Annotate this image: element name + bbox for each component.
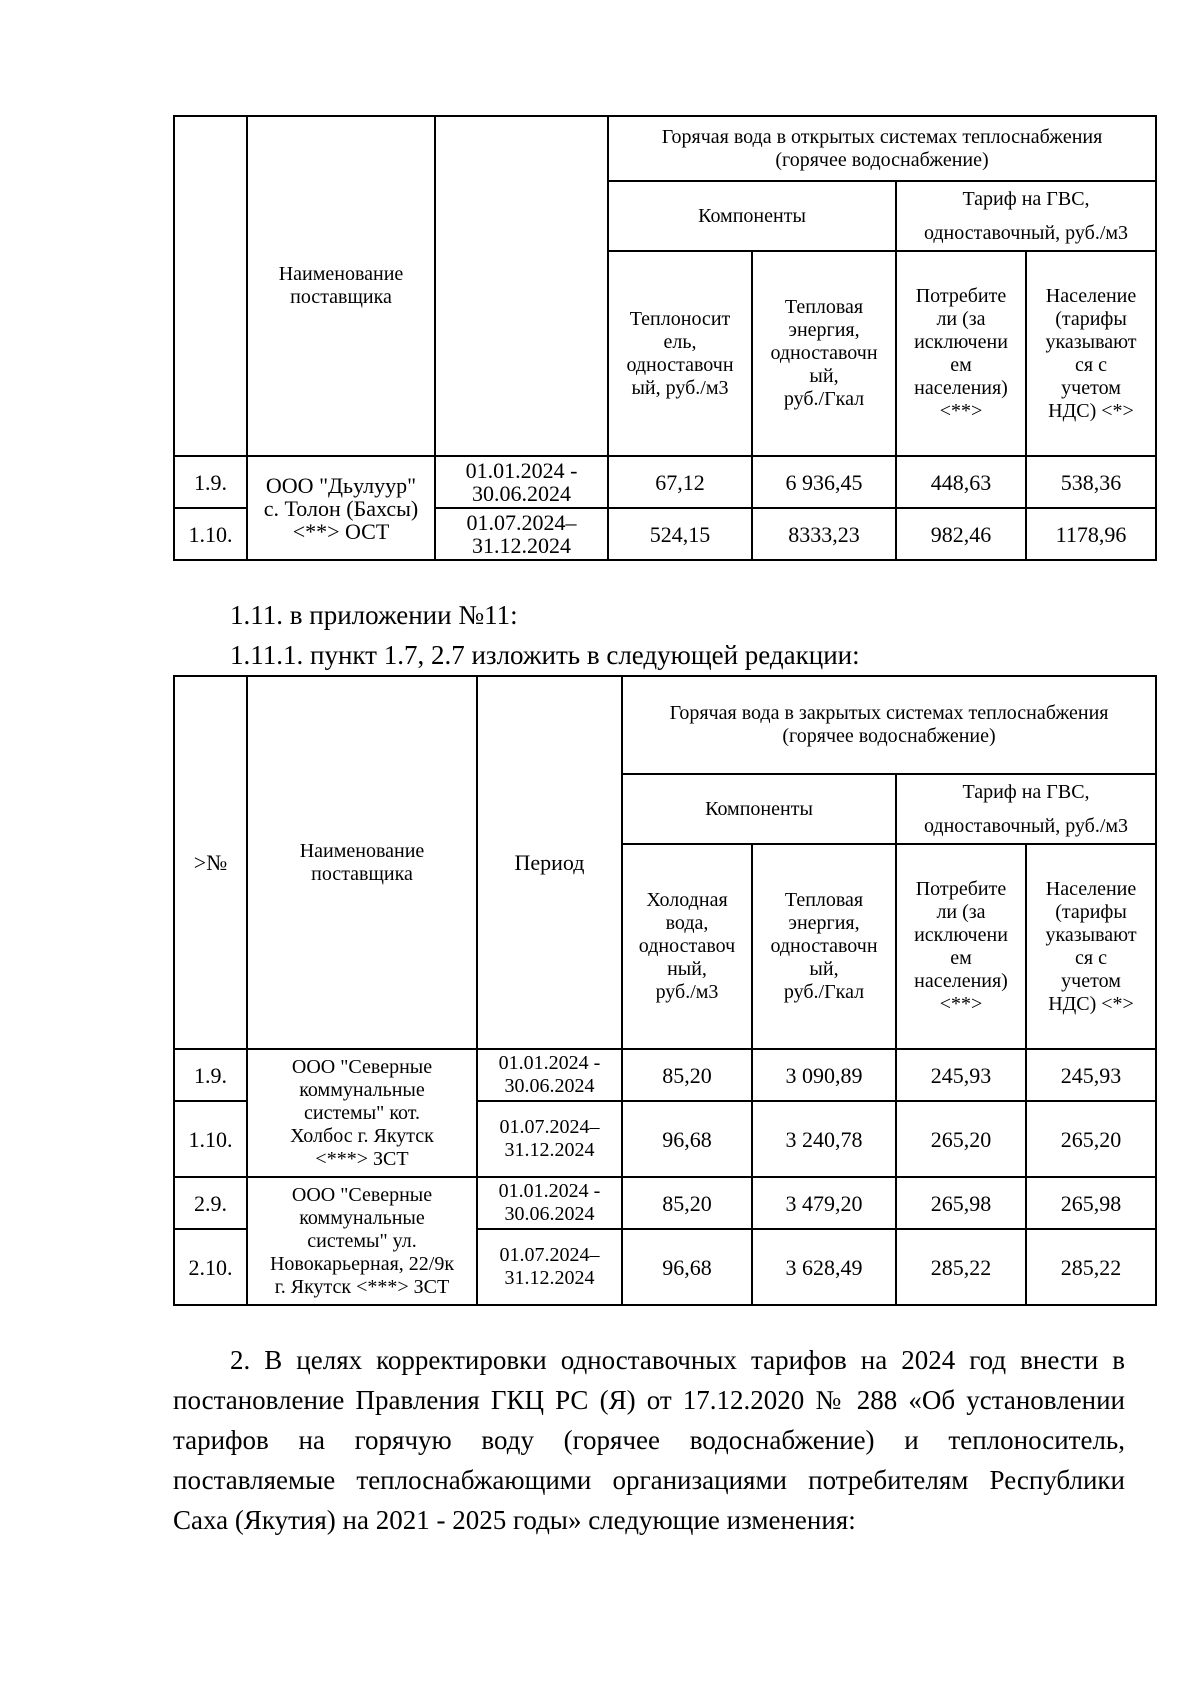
table-row	[174, 1177, 1156, 1229]
header-line: ся с	[1075, 353, 1107, 376]
period-line: 01.01.2024 -	[498, 1052, 601, 1074]
header-line: исключени	[914, 923, 1008, 946]
coolant-value: 67,12	[608, 456, 752, 508]
header-line: вода,	[665, 912, 709, 934]
period	[477, 1049, 622, 1101]
period-line: 01.01.2024 -	[465, 458, 578, 483]
heat-energy-value: 3 090,89	[752, 1049, 896, 1101]
header-line: Население	[1045, 877, 1137, 900]
period-line: 30.06.2024	[504, 1203, 595, 1225]
supplier-name-header	[247, 676, 477, 1049]
header-line: Тариф на ГВС,	[962, 781, 1090, 803]
header-line: одноставоч	[638, 935, 736, 957]
consumers-value: 245,93	[896, 1049, 1026, 1101]
header-line: энергия,	[788, 912, 860, 934]
header-line: поставщика	[311, 862, 413, 885]
population-value: 285,22	[1026, 1229, 1156, 1305]
header-line: указывают	[1045, 923, 1137, 946]
coolant-header	[608, 251, 752, 456]
header-line: ый,	[809, 958, 839, 980]
population-header	[1026, 251, 1156, 456]
number-header: >№	[174, 676, 247, 1049]
cold-water-value: 96,68	[622, 1101, 752, 1177]
cold-water-value: 96,68	[622, 1229, 752, 1305]
section-subheading: 1.11.1. пункт 1.7, 2.7 изложить в следующей редакции:	[230, 640, 860, 670]
header-line: Потребите	[915, 877, 1007, 900]
paragraph-2: 2. В целях корректировки одноставочных тарифов на 2024 год внести в постановление Правления ГКЦ РС (Я) от 17.12.2020 № 288 «Об установлении тарифов на горячую воду (горячее водоснабжение) и теплоноситель, поставляемые теплоснабжающими организациями потребителям Республики Саха (Якутия) на 2021 - 2025 годы» следующие изменения:	[173, 1345, 1125, 1535]
header-line: (горячее водоснабжение)	[775, 148, 989, 171]
period-line: 30.06.2024	[472, 481, 571, 506]
hot-water-open-systems-header	[608, 116, 1156, 181]
period-line: 01.07.2024–	[466, 510, 577, 535]
period-line: 01.07.2024–	[499, 1116, 600, 1138]
header-line: (тарифы	[1055, 307, 1127, 330]
header-line: <**>	[939, 399, 983, 422]
heat-energy-value: 3 628,49	[752, 1229, 896, 1305]
header-line: одноставочный, руб./м3	[923, 222, 1129, 244]
header-line: указывают	[1045, 330, 1137, 353]
open-systems-tariff-table	[173, 115, 1157, 561]
period	[435, 456, 608, 508]
supplier-line: Новокарьерная, 22/9к	[269, 1252, 455, 1275]
period	[477, 1229, 622, 1305]
header-line: НДС) <*>	[1048, 399, 1134, 422]
consumers-header	[896, 251, 1026, 456]
consumers-header	[896, 844, 1026, 1049]
supplier-name	[247, 1177, 477, 1305]
supplier-line: системы" ул.	[307, 1229, 417, 1252]
header-line: ый,	[809, 365, 839, 387]
cold-water-value: 85,20	[622, 1177, 752, 1229]
header-line: ель,	[663, 330, 697, 353]
period-line: 01.07.2024–	[499, 1244, 600, 1266]
components-header: Компоненты	[608, 181, 896, 251]
header-line: одноставочный, руб./м3	[923, 815, 1129, 837]
heat-energy-value: 3 479,20	[752, 1177, 896, 1229]
supplier-name-header	[247, 116, 435, 456]
header-line: ный,	[667, 958, 707, 980]
period-header	[435, 116, 608, 456]
header-line: одноставочн	[626, 353, 734, 376]
row-number: 1.9.	[174, 456, 247, 508]
table-row	[174, 1049, 1156, 1101]
header-line: Тариф на ГВС,	[962, 188, 1090, 210]
consumers-value: 982,46	[896, 508, 1026, 560]
supplier-line: коммунальные	[299, 1078, 425, 1101]
row-number: 2.10.	[174, 1229, 247, 1305]
supplier-line: системы" кот.	[303, 1101, 420, 1124]
period-line: 01.01.2024 -	[498, 1180, 601, 1202]
header-line: (горячее водоснабжение)	[782, 725, 996, 747]
consumers-value: 285,22	[896, 1229, 1026, 1305]
header-line: учетом	[1061, 376, 1121, 399]
period	[435, 508, 608, 560]
heat-energy-value: 6 936,45	[752, 456, 896, 508]
header-line: ый, руб./м3	[631, 376, 729, 399]
header-line: Горячая вода в закрытых системах теплоснабжения	[669, 702, 1109, 724]
tariff-header	[896, 181, 1156, 251]
header-line: одноставочн	[770, 935, 878, 957]
period	[477, 1101, 622, 1177]
supplier-line: ООО "Северные	[291, 1183, 433, 1206]
row-number: 2.9.	[174, 1177, 247, 1229]
population-header	[1026, 844, 1156, 1049]
header-line: Наименование	[299, 839, 425, 862]
coolant-value: 524,15	[608, 508, 752, 560]
population-value: 265,20	[1026, 1101, 1156, 1177]
components-header: Компоненты	[622, 774, 896, 844]
header-line: Тепловая	[784, 296, 864, 318]
supplier-line: ООО "Северные	[291, 1055, 433, 1078]
period-header: Период	[477, 676, 622, 1049]
supplier-line: <***> ЗСТ	[315, 1147, 409, 1170]
population-value: 1178,96	[1026, 508, 1156, 560]
header-line: Теплоносит	[629, 307, 731, 330]
header-line: руб./Гкал	[783, 981, 865, 1003]
row-number: 1.9.	[174, 1049, 247, 1101]
header-line: населения)	[914, 376, 1008, 399]
header-line: ем	[950, 946, 972, 969]
population-value: 245,93	[1026, 1049, 1156, 1101]
header-line: одноставочн	[770, 342, 878, 364]
supplier-name	[247, 1049, 477, 1177]
header-line: энергия,	[788, 319, 860, 341]
header-line: ли (за	[936, 307, 986, 330]
header-line: Тепловая	[784, 889, 864, 911]
consumers-value: 265,98	[896, 1177, 1026, 1229]
header-line: населения)	[914, 969, 1008, 992]
header-line: Население	[1045, 284, 1137, 307]
supplier-line: г. Якутск <***> ЗСТ	[274, 1275, 450, 1298]
header-line: Потребите	[915, 284, 1007, 307]
heat-energy-header	[752, 251, 896, 456]
supplier-line: ООО "Дьулуур"	[265, 472, 417, 498]
header-line: <**>	[939, 992, 983, 1015]
hot-water-closed-systems-header	[622, 676, 1156, 774]
supplier-line: коммунальные	[299, 1206, 425, 1229]
header-line: ся с	[1075, 946, 1107, 969]
period-line: 31.12.2024	[504, 1139, 595, 1161]
row-number: 1.10.	[174, 508, 247, 560]
header-line: ем	[950, 353, 972, 376]
population-value: 538,36	[1026, 456, 1156, 508]
period-line: 31.12.2024	[472, 533, 571, 558]
supplier-line: с. Толон (Бахсы)	[263, 495, 419, 521]
consumers-value: 265,20	[896, 1101, 1026, 1177]
closed-systems-tariff-table	[173, 675, 1157, 1306]
header-line: НДС) <*>	[1048, 992, 1134, 1015]
header-line: учетом	[1061, 969, 1121, 992]
header-line: поставщика	[290, 286, 392, 308]
section-heading: 1.11. в приложении №11:	[230, 600, 518, 630]
header-line: руб./Гкал	[783, 388, 865, 410]
consumers-value: 448,63	[896, 456, 1026, 508]
heat-energy-value: 8333,23	[752, 508, 896, 560]
period-line: 31.12.2024	[504, 1267, 595, 1289]
supplier-line: <**> ОСТ	[292, 518, 390, 544]
row-number: 1.10.	[174, 1101, 247, 1177]
number-header	[174, 116, 247, 456]
header-line: исключени	[914, 330, 1008, 353]
tariff-header	[896, 774, 1156, 844]
period	[477, 1177, 622, 1229]
supplier-name	[247, 456, 435, 560]
header-line: Наименование	[278, 263, 404, 285]
heat-energy-value: 3 240,78	[752, 1101, 896, 1177]
header-line: руб./м3	[655, 981, 719, 1003]
header-line: Горячая вода в открытых системах теплоснабжения	[661, 125, 1103, 148]
header-line: (тарифы	[1055, 900, 1127, 923]
cold-water-header	[622, 844, 752, 1049]
supplier-line: Холбос г. Якутск	[290, 1124, 434, 1147]
header-line: ли (за	[936, 900, 986, 923]
table-row	[174, 456, 1156, 508]
header-line: Холодная	[646, 889, 728, 911]
population-value: 265,98	[1026, 1177, 1156, 1229]
heat-energy-header	[752, 844, 896, 1049]
cold-water-value: 85,20	[622, 1049, 752, 1101]
period-line: 30.06.2024	[504, 1075, 595, 1097]
